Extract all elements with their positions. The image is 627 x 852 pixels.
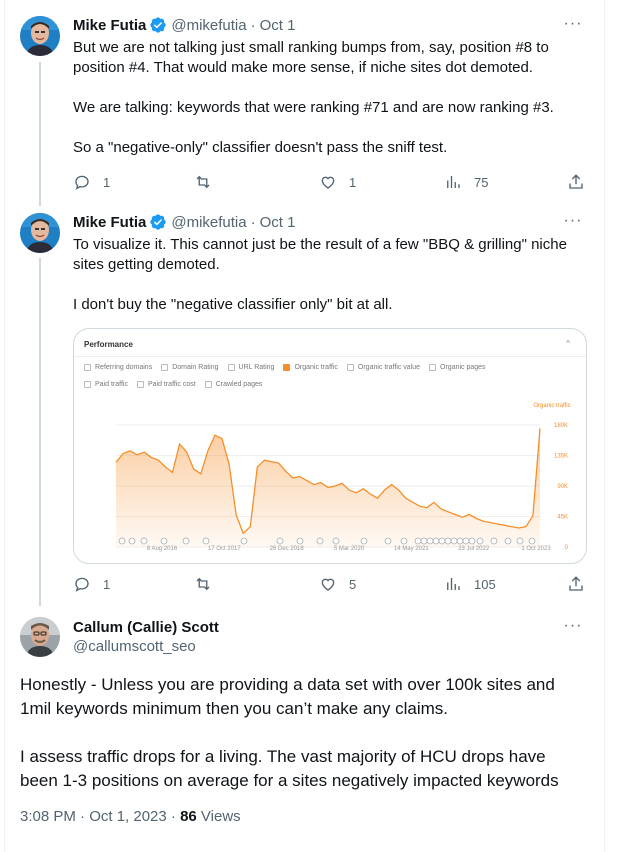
tweet-timestamp[interactable]: 3:08 PM · Oct 1, 2023 · (20, 808, 181, 825)
annotation-marker-icon[interactable] (421, 538, 427, 544)
reply-icon (73, 575, 91, 593)
chart-panel-title: Performance (84, 340, 133, 349)
annotation-marker-icon[interactable] (505, 538, 511, 544)
annotation-marker-icon[interactable] (297, 538, 303, 544)
reply-line: I assess traffic drops for a living. The vast majority of HCU drops have (20, 747, 546, 766)
heart-icon (319, 575, 337, 593)
x-tick-label: 1 Oct 2023 (521, 546, 551, 552)
tweet-line: I don't buy the "negative classifier only" bit at all. (73, 296, 393, 313)
avatar[interactable] (20, 16, 60, 56)
tweet-line: But we are not talking just small ranking bumps from, say, position #8 to (73, 39, 549, 56)
views-chart-icon (444, 575, 462, 593)
x-tick-label: 23 Jul 2022 (458, 546, 490, 552)
annotation-marker-icon[interactable] (477, 538, 483, 544)
tweet-date[interactable]: Oct 1 (259, 213, 296, 231)
annotation-marker-icon[interactable] (317, 538, 323, 544)
x-tick-label: 17 Oct 2017 (207, 546, 241, 552)
avatar[interactable] (20, 213, 60, 253)
more-options-icon[interactable]: ··· (563, 212, 583, 229)
tweet-line-blank (73, 275, 593, 295)
separator-dot: · (250, 16, 256, 34)
retweet-button[interactable] (194, 172, 224, 192)
reply-author (73, 619, 219, 655)
metric-checkbox: Domain Rating (161, 364, 218, 371)
annotation-marker-icon[interactable] (333, 538, 339, 544)
reply-count: 1 (103, 174, 111, 190)
series-label: Organic traffic (533, 403, 571, 409)
tweet-line: position #4. That would make more sense, if niche sites dot demoted. (73, 59, 533, 76)
more-options-icon[interactable]: ··· (563, 617, 583, 634)
heart-icon (319, 173, 337, 191)
share-button[interactable] (567, 574, 585, 594)
annotation-marker-icon[interactable] (401, 538, 407, 544)
y-tick-label: 90K (557, 484, 568, 490)
metric-checkboxes-row1 (84, 364, 495, 371)
more-options-icon[interactable]: ··· (563, 15, 583, 32)
y-tick-label: 0 (564, 545, 568, 551)
annotation-marker-icon[interactable] (183, 538, 189, 544)
y-tick-label: 45K (557, 514, 568, 521)
author-name[interactable]: Mike Futia (73, 213, 147, 231)
annotation-marker-icon[interactable] (469, 538, 475, 544)
metric-checkbox: Organic pages (429, 364, 486, 371)
tweet-line: To visualize it. This cannot just be the result of a few "BBQ & grilling" niche (73, 236, 567, 253)
tweet-actions (73, 172, 588, 192)
metric-checkbox: Paid traffic cost (137, 381, 196, 388)
annotation-marker-icon[interactable] (433, 538, 439, 544)
metric-checkbox: Paid traffic (84, 381, 128, 388)
reply-line-blank (20, 721, 600, 745)
separator-dot: · (250, 213, 256, 231)
metric-checkbox: Crawled pages (205, 381, 263, 388)
tweet-line: sites getting demoted. (73, 256, 220, 273)
like-count: 1 (349, 174, 357, 190)
views-label: Views (196, 808, 241, 825)
annotation-marker-icon[interactable] (457, 538, 463, 544)
view-count: 75 (474, 174, 489, 190)
metric-checkbox: Organic traffic value (347, 364, 420, 371)
reply-button[interactable] (73, 172, 110, 192)
tweet-text (73, 38, 593, 158)
metric-checkbox: Referring domains (84, 364, 152, 371)
verified-badge-icon (149, 16, 167, 34)
like-button[interactable] (319, 574, 356, 594)
annotation-marker-icon[interactable] (277, 538, 283, 544)
annotation-marker-icon[interactable] (451, 538, 457, 544)
tweet-line: So a "negative-only" classifier doesn't pass the sniff test. (73, 139, 448, 156)
metric-checkbox-checked: Organic traffic (283, 364, 337, 371)
retweet-button[interactable] (194, 574, 224, 594)
chart-divider (74, 356, 586, 357)
annotation-marker-icon[interactable] (491, 538, 497, 544)
annotation-marker-icon[interactable] (529, 538, 535, 544)
like-button[interactable] (319, 172, 356, 192)
annotation-marker-icon[interactable] (129, 538, 135, 544)
tweet-meta[interactable] (20, 808, 241, 825)
x-tick-label: 8 Aug 2016 (146, 546, 178, 552)
annotation-marker-icon[interactable] (517, 538, 523, 544)
annotation-marker-icon[interactable] (463, 538, 469, 544)
reply-text (20, 673, 600, 793)
author-handle[interactable]: @callumscott_seo (73, 638, 196, 655)
tweet-header (73, 16, 295, 34)
metric-checkbox: URL Rating (228, 364, 275, 371)
reply-icon (73, 173, 91, 191)
views-button[interactable] (444, 574, 496, 594)
share-icon (567, 173, 585, 191)
like-count: 5 (349, 576, 357, 592)
retweet-icon (194, 575, 212, 593)
author-handle[interactable]: @mikefutia (171, 213, 247, 231)
annotation-marker-icon[interactable] (385, 538, 391, 544)
tweet-1[interactable] (0, 0, 605, 200)
reply-line: Honestly - Unless you are providing a data set with over 100k sites and (20, 675, 555, 694)
embedded-chart-image[interactable] (73, 328, 587, 564)
share-icon (567, 575, 585, 593)
annotation-marker-icon[interactable] (445, 538, 451, 544)
author-handle[interactable]: @mikefutia (171, 16, 247, 34)
reply-line: been 1-3 positions on average for a sites negatively impacted keywords (20, 771, 559, 790)
tweet-header (73, 213, 295, 231)
views-button[interactable] (444, 172, 488, 192)
annotation-marker-icon[interactable] (241, 538, 247, 544)
y-tick-label: 180K (553, 423, 568, 429)
reply-line: 1mil keywords minimum then you can’t make any claims. (20, 699, 448, 718)
tweet-actions (73, 574, 588, 594)
share-button[interactable] (567, 172, 585, 192)
annotation-marker-icon[interactable] (427, 538, 433, 544)
avatar[interactable] (20, 617, 60, 657)
views-count: 86 (180, 808, 197, 825)
tweet-date[interactable]: Oct 1 (259, 16, 296, 34)
annotation-marker-icon[interactable] (119, 538, 125, 544)
x-tick-label: 14 May 2021 (393, 546, 429, 552)
chevron-up-icon: ^ (566, 339, 570, 348)
retweet-icon (194, 173, 212, 191)
annotation-marker-icon[interactable] (415, 538, 421, 544)
y-tick-label: 135K (553, 453, 568, 460)
annotation-marker-icon[interactable] (439, 538, 445, 544)
tweet-line-blank (73, 118, 593, 138)
reply-count: 1 (103, 576, 111, 592)
organic-traffic-chart (74, 389, 587, 564)
author-name[interactable]: Callum (Callie) Scott (73, 619, 219, 636)
x-tick-label: 5 Mar 2020 (333, 546, 365, 552)
tweet-line-blank (73, 78, 593, 98)
annotation-marker-icon[interactable] (203, 538, 209, 544)
annotation-marker-icon[interactable] (361, 538, 367, 544)
metric-checkboxes-row2 (84, 381, 271, 388)
views-chart-icon (444, 173, 462, 191)
reply-button[interactable] (73, 574, 110, 594)
tweet-text (73, 235, 593, 315)
tweet-line: We are talking: keywords that were ranking #71 and are now ranking #3. (73, 99, 554, 116)
verified-badge-icon (149, 213, 167, 231)
author-name[interactable]: Mike Futia (73, 16, 147, 34)
annotation-marker-icon[interactable] (141, 538, 147, 544)
view-count: 105 (474, 576, 496, 592)
annotation-marker-icon[interactable] (161, 538, 167, 544)
x-tick-label: 26 Dec 2018 (269, 546, 304, 552)
